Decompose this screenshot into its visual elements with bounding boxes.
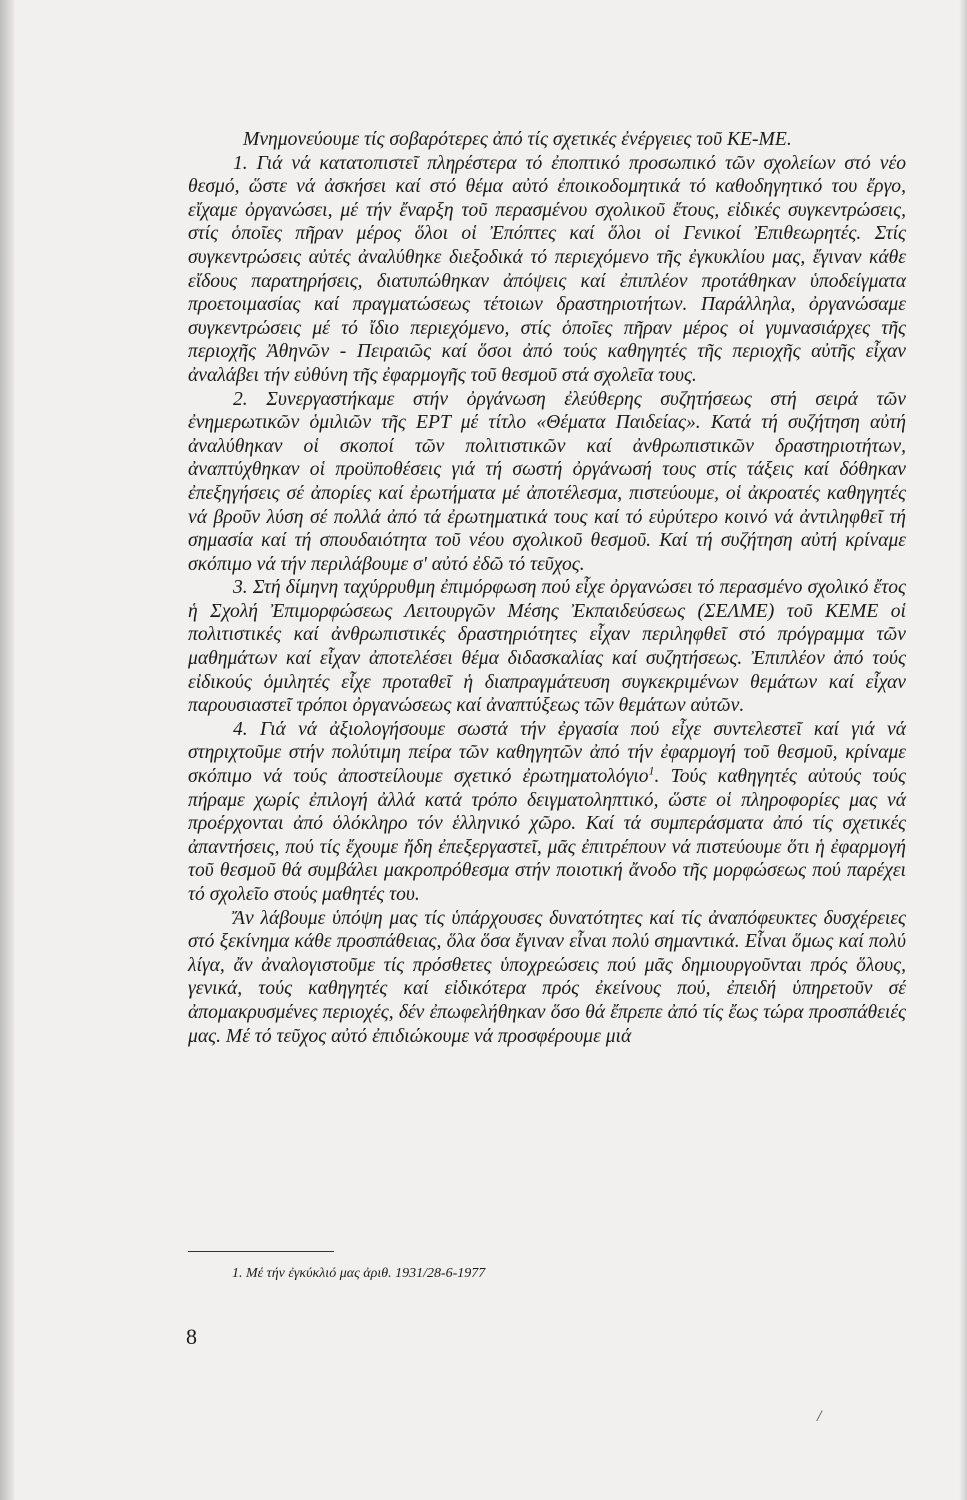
body-text <box>188 128 906 1048</box>
paragraph-4-continuation: . Τούς καθηγητές αὐτούς τούς πήραμε χωρίς ἐπιλογή ἀλλά κατά τρόπο δειγματοληπτικό, ὥστε οἱ πληροφορίες μας νά προέρχονται ἀπό ὁλόκληρο τόν ἑλληνικό χῶρο. Καί τά συμπεράσματα ἀπό τίς σχετικές ἀπαντήσεις, πού τίς ἔχουμε ἤδη ἐπεξεργαστεῖ, μᾶς ἐπιτρέπουν νά πιστεύουμε ὅτι ἡ ἐφαρμογή τοῦ θεσμοῦ θά συμβάλει μακροπρόθεσμα στήν ποιοτική ἄνοδο τῆς μορφώσεως πού παρέχει τό σχολεῖο στούς μαθητές του. <box>188 766 907 905</box>
paragraph-4 <box>188 718 906 907</box>
page-right-edge-shadow <box>959 0 967 1500</box>
footnote-divider <box>188 1251 334 1252</box>
footnote-text: 1. Μέ τήν ἐγκύκλιό μας ἀριθ. 1931/28-6-1977 <box>232 1266 486 1281</box>
footnote-reference: 1 <box>648 763 655 778</box>
page-left-edge-shadow <box>0 0 14 1500</box>
paragraph-2: 2. Συνεργαστήκαμε στήν ὀργάνωση ἐλεύθερης συζητήσεως στή σειρά τῶν ἐνημερωτικῶν ὁμιλιῶν τῆς ΕΡΤ μέ τίτλο «Θέματα Παιδείας». Κατά τή συζήτηση αὐτή ἀναλύθηκαν οἱ σκοποί τῶν πολιτιστικῶν καί ἀνθρωπιστικῶν δραστηριοτήτων, ἀναπτύχθηκαν οἱ προϋποθέσεις γιά τή σωστή ὀργάνωσή τους στίς τάξεις καί δόθηκαν ἐπεξηγήσεις σέ ἀπορίες καί ἐρωτήματα μέ ἀποτέλεσμα, πιστεύουμε, οἱ ἀκροατές καθηγητές νά βροῦν λύση σέ πολλά ἀπό τά ἐρωτηματικά τους καί τό εὐρύτερο κοινό νά ἀντιληφθεῖ τή σημασία καί τή σπουδαιότητα τοῦ νέου σχολικοῦ θεσμοῦ. Καί τή συζήτηση αὐτή κρίναμε σκόπιμο νά τήν περιλάβουμε σ' αὐτό ἐδῶ τό τεῦχος. <box>188 388 906 575</box>
paragraph-1: 1. Γιά νά κατατοπιστεῖ πληρέστερα τό ἐποπτικό προσωπικό τῶν σχολείων στό νέο θεσμό, ὥστε νά ἀσκήσει καί στό θέμα αὐτό ἐποικοδομητικά τό καθοδηγητικό του ἔργο, εἴχαμε ὀργανώσει, μέ τήν ἔναρξη τοῦ περασμένου σχολικοῦ ἔτους, εἰδικές συγκεντρώσεις, στίς ὁποῖες πῆραν μέρος ὅλοι οἱ Ἐπόπτες καί ὅλοι οἱ Γενικοί Ἐπιθεωρητές. Στίς συγκεντρώσεις αὐτές ἀναλύθηκε διεξοδικά τό περιεχόμενο τῆς ἐγκυκλίου μας, ἔγιναν κάθε εἴδους παρατηρήσεις, διατυπώθηκαν ἀπόψεις καί ἐπιπλέον προτάθηκαν ὑποδείγματα προετοιμασίας καί πραγματώσεως τέτοιων δραστηριοτήτων. Παράλληλα, ὀργανώσαμε συγκεντρώσεις μέ τό ἴδιο περιεχόμενο, στίς ὁποῖες πῆραν μέρος οἱ γυμνασιάρχες τῆς περιοχῆς Ἀθηνῶν - Πειραιῶς καί ὅσοι ἀπό τούς καθηγητές τῆς περιοχῆς αὐτῆς εἶχαν ἀναλάβει τήν εὐθύνη τῆς ἐφαρμογῆς τοῦ θεσμοῦ στά σχολεῖα τους. <box>188 152 906 386</box>
paragraph-intro: Μνημονεύουμε τίς σοβαρότερες ἀπό τίς σχετικές ἐνέργειες τοῦ ΚΕ-ΜΕ. <box>243 129 792 150</box>
stray-mark: / <box>817 1408 822 1425</box>
paragraph-3: 3. Στή δίμηνη ταχύρρυθμη ἐπιμόρφωση πού εἶχε ὀργανώσει τό περασμένο σχολικό ἔτος ἡ Σχολή Ἐπιμορφώσεως Λειτουργῶν Μέσης Ἐκπαιδεύσεως (ΣΕΛΜΕ) τοῦ ΚΕΜΕ οἱ πολιτιστικές καί ἀνθρωπιστικές δραστηριότητες εἶχαν περιληφθεῖ στό πρόγραμμα τῶν μαθημάτων καί εἶχαν ἀποτελέσει θέμα διδασκαλίας καί συζητήσεως. Ἐπιπλέον ἀπό τούς εἰδικούς ὁμιλητές εἶχε προταθεῖ ἡ διαπραγμάτευση συγκεκριμένων θεμάτων καί εἶχαν παρουσιαστεῖ τρόποι ὀργανώσεως καί ἀναπτύξεως τῶν θεμάτων αὐτῶν. <box>188 577 906 717</box>
paragraph-4-text: 4. Γιά νά ἀξιολογήσουμε σωστά τήν ἐργασία πού εἶχε συντελεστεῖ καί γιά νά στηριχτοῦμε στήν πολύτιμη πείρα τῶν καθηγητῶν ἀπό τήν ἐφαρμογή τοῦ θεσμοῦ, κρίναμε σκόπιμο νά τούς ἀποστείλουμε σχετικό ἐρωτηματολόγιο <box>188 718 906 788</box>
page-number: 8 <box>186 1324 197 1349</box>
paragraph-conclusion: Ἄν λάβουμε ὑπόψη μας τίς ὑπάρχουσες δυνατότητες καί τίς ἀναπόφευκτες δυσχέρειες στό ξεκίνημα κάθε προσπάθειας, ὅλα ὅσα ἔγιναν εἶναι πολύ σημαντικά. Εἶναι ὅμως καί πολύ λίγα, ἄν ἀναλογιστοῦμε τίς πρόσθετες ὑποχρεώσεις πού μᾶς δημιουργοῦνται πρός ὅλους, γενικά, τούς καθηγητές καί εἰδικότερα πρός ἐκείνους πού, ἐπειδή ὑπηρετοῦν σέ ἀπομακρυσμένες περιοχές, δέν ἐπωφελήθηκαν ὅσο θά ἔπρεπε ἀπό τίς ἔως τώρα προσπάθειές μας. Μέ τό τεῦχος αὐτό ἐπιδιώκουμε νά προσφέρουμε μιά <box>188 907 906 1047</box>
